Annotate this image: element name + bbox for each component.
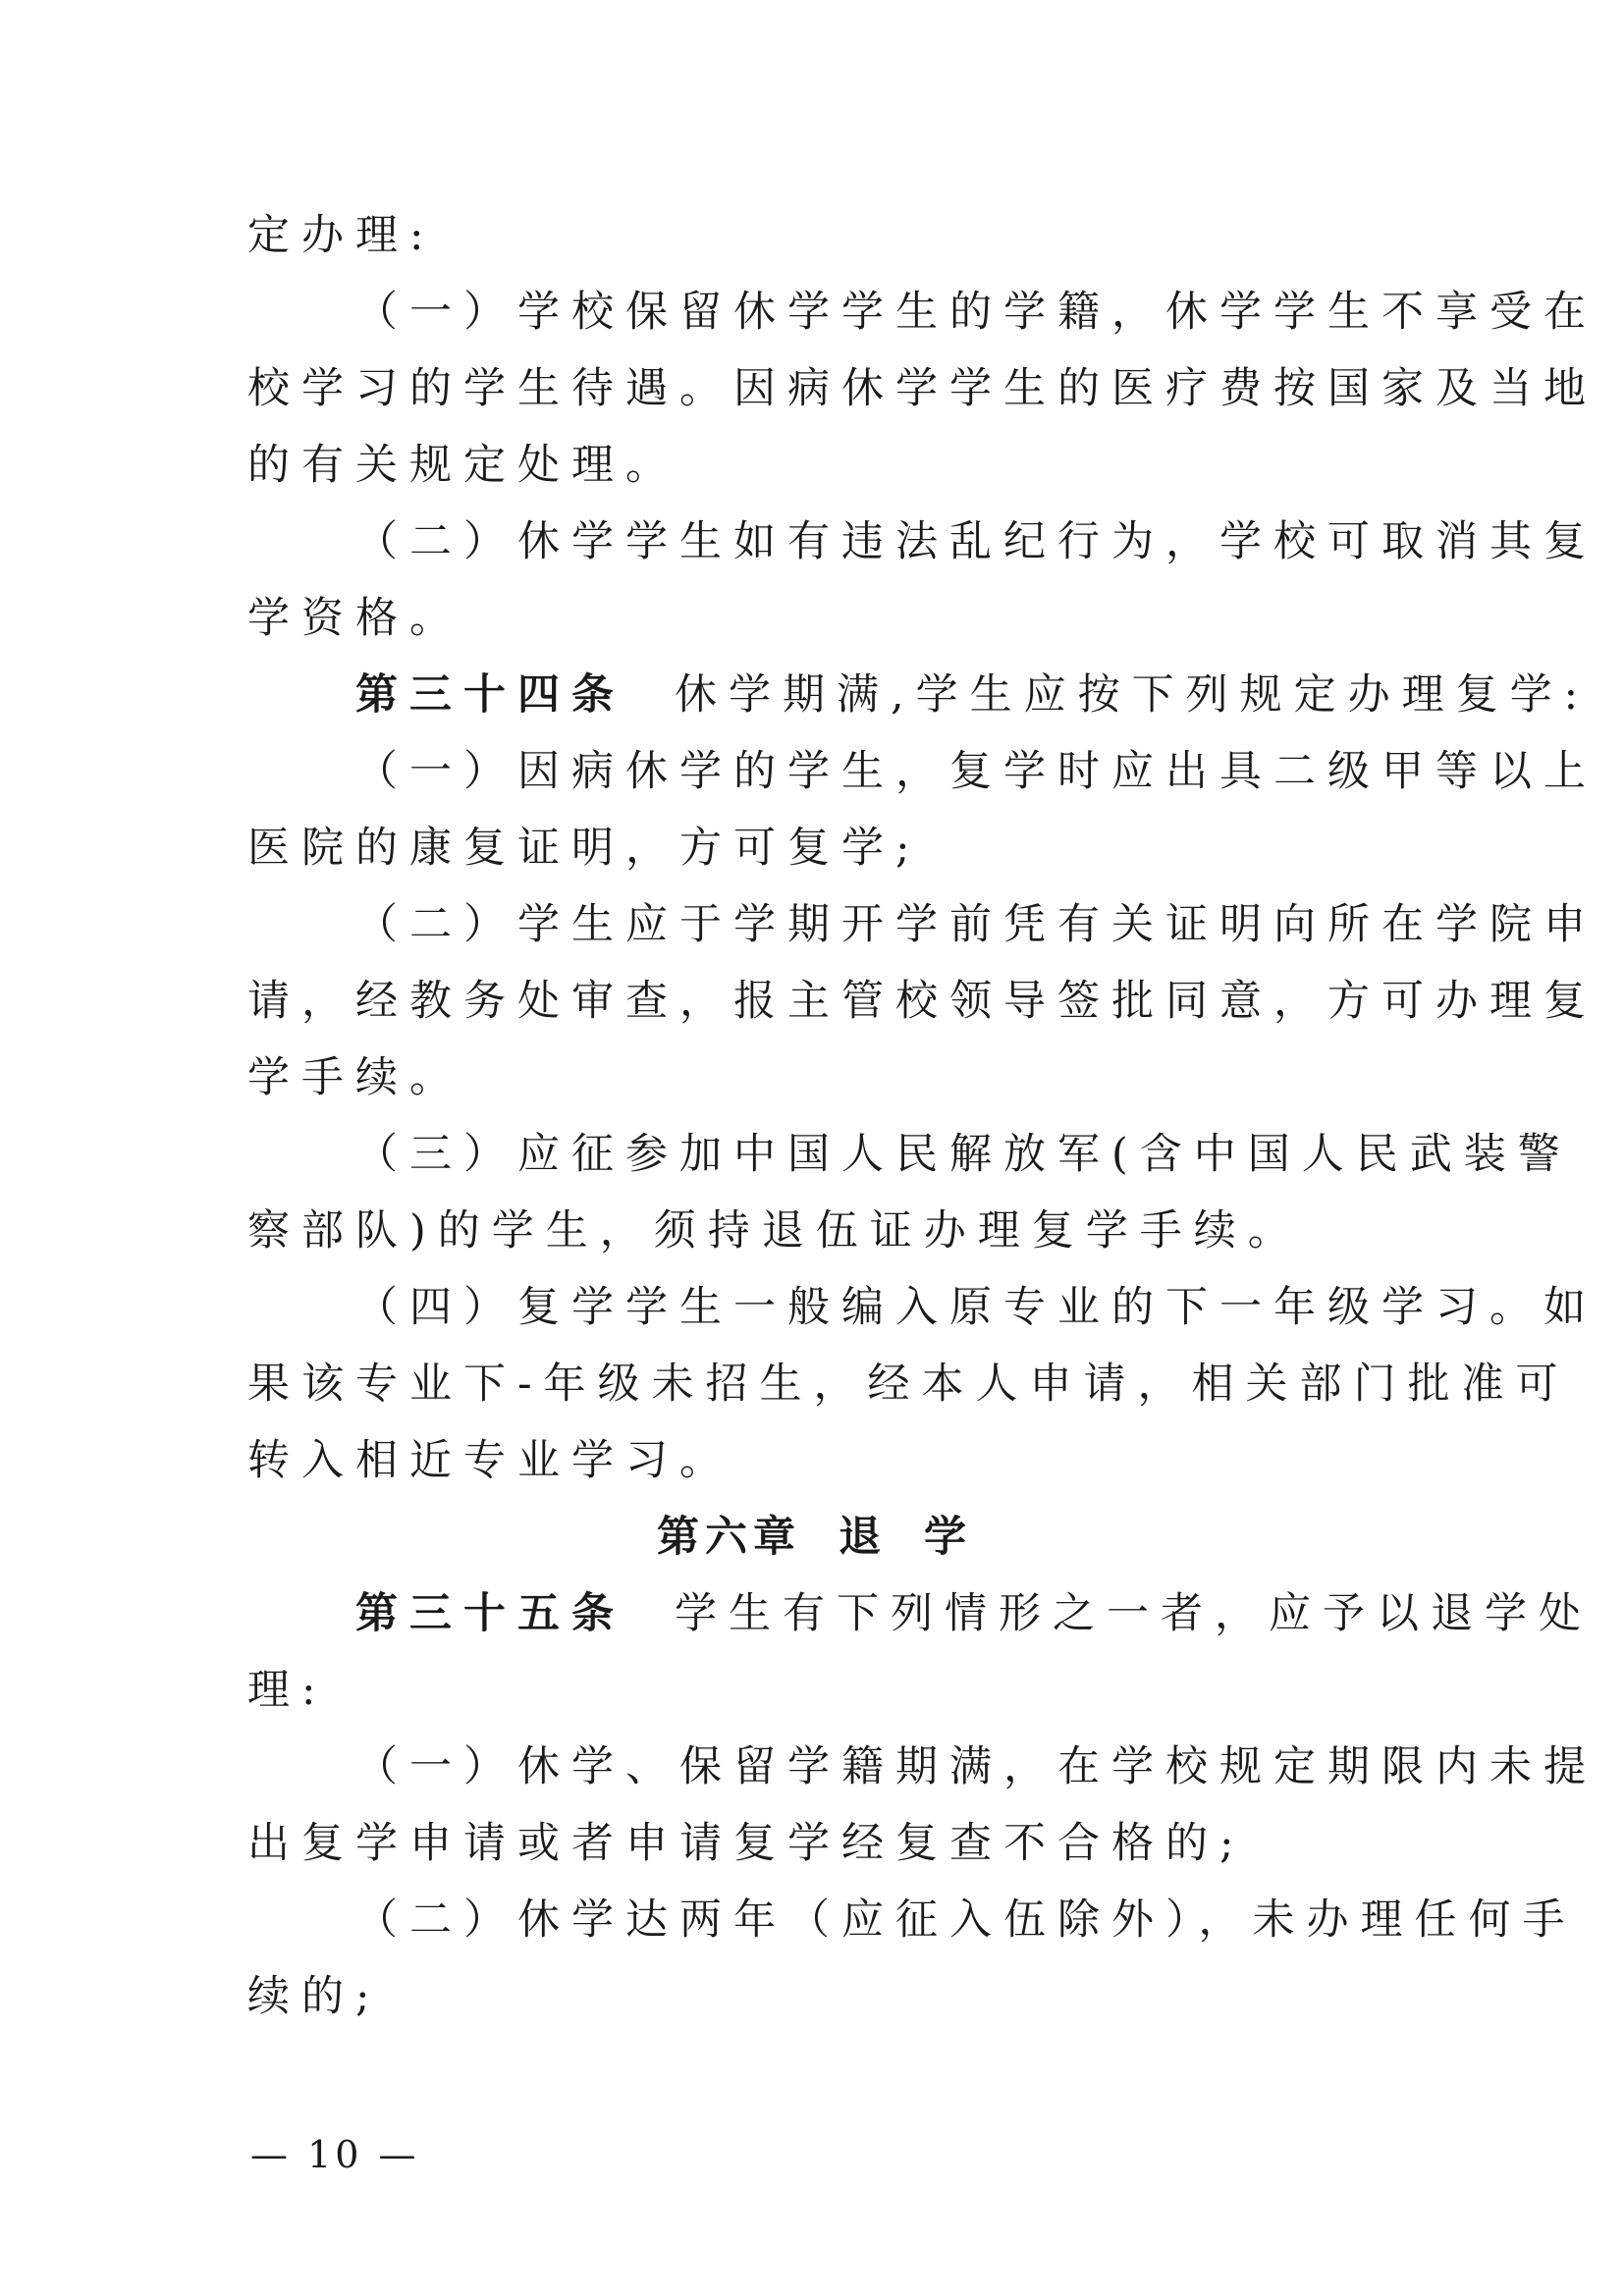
paragraph-line: 续的;	[247, 1972, 382, 2021]
article-34-line	[355, 666, 1590, 724]
paragraph-line: 转入相近专业学习。	[247, 1436, 733, 1485]
paragraph-line: （三）应征参加中国人民解放军(含中国人民武装警	[355, 1130, 1572, 1179]
chapter-title-part1: 退	[839, 1513, 887, 1562]
paragraph-line: （二）学生应于学期开学前凭有关证明向所在学院申	[355, 900, 1597, 949]
article-34-text: 休学期满,学生应按下列规定办理复学:	[675, 670, 1591, 720]
paragraph-line: 学手续。	[247, 1053, 463, 1102]
article-35-text: 学生有下列情形之一者，应予以退学处	[675, 1589, 1593, 1638]
chapter-title-part2: 学	[924, 1513, 972, 1562]
paragraph-line: （一）休学、保留学籍期满，在学校规定期限内未提	[355, 1742, 1597, 1791]
paragraph-line: （一）因病休学的学生，复学时应出具二级甲等以上	[355, 747, 1597, 796]
paragraph-line: 校学习的学生待遇。因病休学学生的医疗费按国家及当地	[247, 364, 1597, 413]
paragraph-line: 医院的康复证明，方可复学;	[247, 824, 922, 873]
article-35-line	[355, 1584, 1593, 1643]
chapter-number: 第六章	[657, 1513, 801, 1562]
paragraph-line: 请，经教务处审查，报主管校领导签批同意，方可办理复	[247, 977, 1597, 1026]
paragraph-line: （一）学校保留休学学生的学籍，休学学生不享受在	[355, 288, 1597, 337]
paragraph-line: 定办理:	[247, 211, 436, 260]
paragraph-line: 果该专业下-年级未招生，经本人申请，相关部门批准可	[247, 1360, 1570, 1409]
paragraph-line: 的有关规定处理。	[247, 441, 679, 490]
paragraph-line: 学资格。	[247, 594, 463, 643]
paragraph-line: （四）复学学生一般编入原专业的下一年级学习。如	[355, 1283, 1597, 1332]
paragraph-line: 出复学申请或者申请复学经复查不合格的;	[247, 1819, 1246, 1868]
paragraph-line: 理:	[247, 1666, 328, 1715]
page-number: — 10 —	[250, 2133, 420, 2176]
article-34-heading: 第三十四条	[355, 670, 625, 720]
paragraph-line: 察部队)的学生，须持退伍证办理复学手续。	[247, 1206, 1302, 1255]
article-35-heading: 第三十五条	[355, 1589, 625, 1638]
paragraph-line: （二）休学达两年（应征入伍除外），未办理任何手	[355, 1896, 1577, 1945]
paragraph-line: （二）休学学生如有违法乱纪行为，学校可取消其复	[355, 517, 1597, 566]
chapter-heading	[247, 1508, 1381, 1567]
